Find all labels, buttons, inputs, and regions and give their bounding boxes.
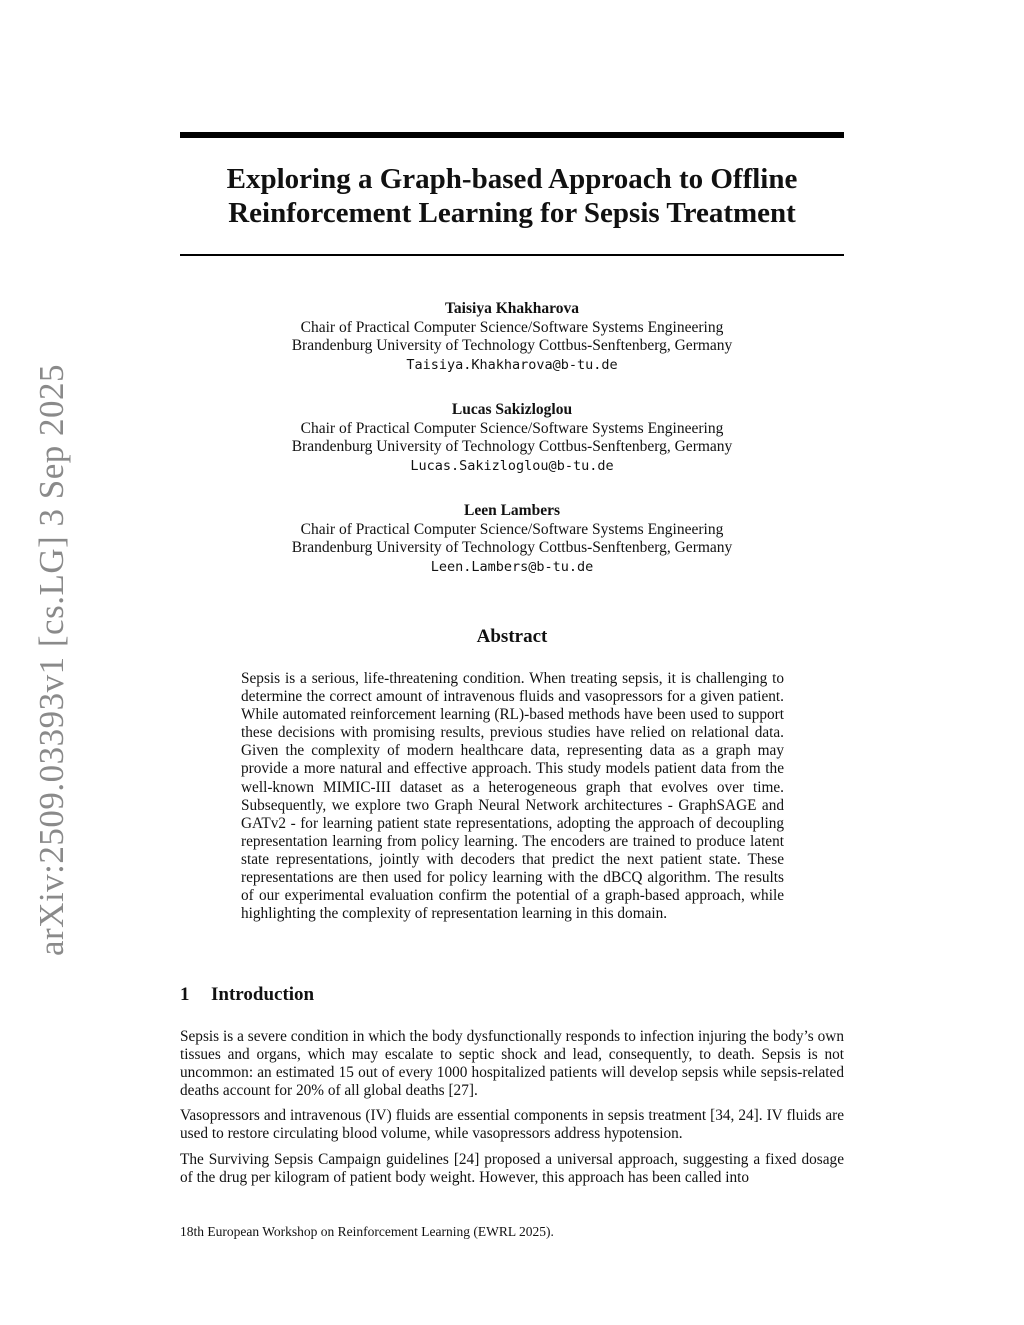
introduction-body bbox=[180, 1028, 844, 1194]
arxiv-identifier: arXiv:2509.03393v1 [cs.LG] 3 Sep 2025 bbox=[32, 363, 71, 957]
venue-footnote: 18th European Workshop on Reinforcement Learning (EWRL 2025). bbox=[180, 1224, 554, 1239]
author-affiliation: Chair of Practical Computer Science/Software Systems Engineering bbox=[300, 318, 724, 336]
title-top-rule bbox=[180, 132, 844, 138]
abstract-heading: Abstract bbox=[476, 626, 548, 647]
intro-paragraph: The Surviving Sepsis Campaign guidelines [24] proposed a universal approach, suggesting a fixed dosage of the drug per kilogram of patient body weight. However, this approach has been called into bbox=[180, 1150, 844, 1186]
author-affiliation: Chair of Practical Computer Science/Software Systems Engineering bbox=[300, 419, 724, 437]
author-affiliation: Chair of Practical Computer Science/Software Systems Engineering bbox=[300, 520, 724, 538]
author-name: Leen Lambers bbox=[463, 502, 560, 519]
author-email[interactable]: Taisiya.Khakharova@b-tu.de bbox=[406, 356, 618, 373]
section-number: 1 bbox=[180, 984, 190, 1005]
author-institution: Brandenburg University of Technology Cottbus-Senftenberg, Germany bbox=[291, 438, 733, 455]
title-line-1: Exploring a Graph-based Approach to Offline bbox=[226, 163, 798, 195]
intro-paragraph: Vasopressors and intravenous (IV) fluids are essential components in sepsis treatment [34, 24]. IV fluids are used to restore circulating blood volume, while vasopressors address hypotension. bbox=[180, 1107, 844, 1143]
author-institution: Brandenburg University of Technology Cottbus-Senftenberg, Germany bbox=[291, 337, 733, 354]
author-email[interactable]: Lucas.Sakizloglou@b-tu.de bbox=[410, 457, 614, 474]
author-name: Lucas Sakizloglou bbox=[451, 401, 573, 418]
author-entry bbox=[180, 300, 844, 374]
section-heading-introduction bbox=[180, 984, 314, 1006]
author-name: Taisiya Khakharova bbox=[445, 300, 579, 317]
title-line-2: Reinforcement Learning for Sepsis Treatment bbox=[228, 197, 796, 229]
author-entry bbox=[180, 401, 844, 475]
author-email[interactable]: Leen.Lambers@b-tu.de bbox=[430, 558, 594, 575]
intro-paragraph: Sepsis is a severe condition in which the body dysfunctionally responds to infection injuring the body’s own tissues and organs, which may escalate to septic shock and lead, consequently, to death. Sepsis is not uncommon: an estimated 15 out of every 1000 hospitalized patients will develop sepsis while sepsis-related deaths account for 20% of all global deaths [27]. bbox=[180, 1028, 844, 1100]
paper-title bbox=[180, 162, 844, 230]
author-institution: Brandenburg University of Technology Cottbus-Senftenberg, Germany bbox=[291, 539, 733, 556]
abstract-text: Sepsis is a serious, life-threatening condition. When treating sepsis, it is challenging to determine the correct amount of intravenous fluids and vasopressors for a given patient. While automated reinforcement learning (RL)-based methods have been used to support these decisions with promising results, previous studies have relied on relational data. Given the complexity of modern healthcare data, representing data as a graph may provide a more natural and effective approach. This study models patient data from the well-known MIMIC-III dataset as a heterogeneous graph that evolves over time. Subsequently, we explore two Graph Neural Network architectures - GraphSAGE and GATv2 - for learning patient state representations, adopting the approach of decoupling representation learning from policy learning. The encoders are trained to produce latent state representations, jointly with decoders that predict the next patient state. These representations are then used for policy learning with the dBCQ algorithm. The results of our experimental evaluation confirm the potential of a graph-based approach, while highlighting the complexity of representation learning in this domain. bbox=[241, 670, 784, 923]
title-bottom-rule bbox=[180, 254, 844, 256]
author-entry bbox=[180, 502, 844, 576]
author-block bbox=[180, 300, 844, 603]
section-title: Introduction bbox=[211, 984, 315, 1005]
